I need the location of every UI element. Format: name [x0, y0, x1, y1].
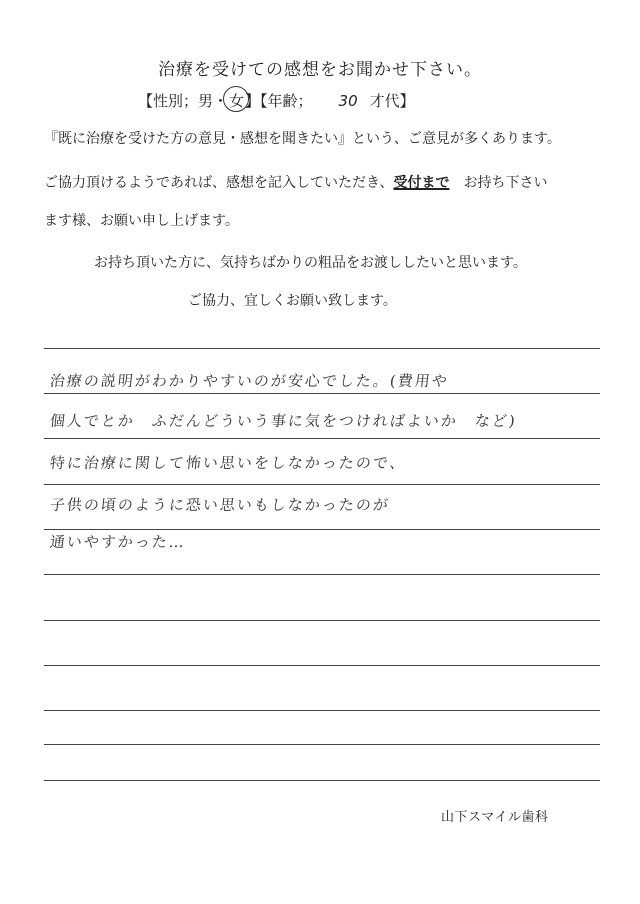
reception-emphasis: 受付まで: [393, 175, 450, 191]
intro-line-5: ご協力、宜しくお願い致します。: [188, 293, 397, 309]
clinic-name: 山下スマイル歯科: [441, 810, 549, 825]
handwritten-line-5: 通いやすかった…: [49, 533, 187, 551]
respondent-attributes: [138, 90, 415, 111]
handwritten-line-2: 個人でとか ふだんどういう事に気をつければよいか など): [49, 412, 518, 430]
ruled-line: [44, 484, 600, 485]
handwritten-line-4: 子供の頃のように恐い思いもしなかったのが: [49, 496, 391, 514]
ruled-line: [44, 710, 600, 711]
intro-line-2: [44, 172, 547, 192]
gender-selected: 女: [229, 92, 245, 110]
handwritten-line-1: 治療の説明がわかりやすいのが安心でした。(費用や: [49, 372, 450, 390]
intro-line-1: 『既に治療を受けた方の意見・感想を聞きたい』という、ご意見が多くあります。: [44, 131, 561, 147]
intro-line-3: ます様、お願い申し上げます。: [44, 213, 239, 229]
ruled-line: [44, 620, 600, 621]
age-value: 30: [338, 92, 358, 110]
form-title: 治療を受けての感想をお聞かせ下さい。: [158, 60, 482, 80]
age-suffix: 才代】: [369, 92, 415, 110]
intro-line-4: お持ち頂いた方に、気持ちばかりの粗品をお渡ししたいと思います。: [94, 255, 527, 271]
ruled-line: [44, 393, 600, 394]
gender-label: 【性別；男・: [138, 92, 229, 110]
ruled-line: [44, 780, 600, 781]
intro-line-2-end: お持ち下さい: [463, 175, 548, 191]
ruled-line: [44, 438, 600, 439]
intro-line-2-text: ご協力頂けるようであれば、感想を記入していただき、: [44, 175, 394, 191]
ruled-line: [44, 348, 600, 349]
ruled-line: [44, 574, 600, 575]
ruled-line: [44, 665, 600, 666]
ruled-line: [44, 744, 600, 745]
age-label: 】【年齢；: [245, 92, 313, 110]
ruled-line: [44, 529, 600, 530]
handwritten-line-3: 特に治療に関して怖い思いをしなかったので、: [49, 454, 408, 472]
